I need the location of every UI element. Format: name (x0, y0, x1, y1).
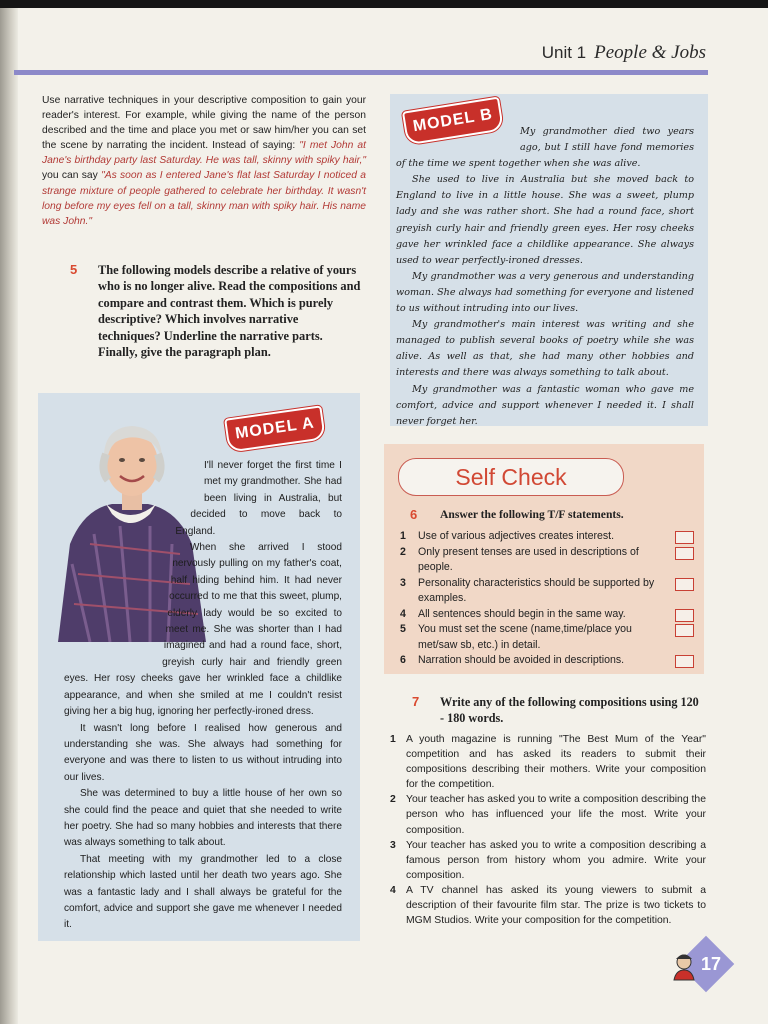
tf-statement (398, 622, 698, 653)
task-7-number: 7 (412, 694, 420, 709)
intro-quote-2: "As soon as I entered Jane's flat last Saturday I noticed a strange mixture of people gathered to celebrate her birthday. It wasn't long before my eyes fell on a tall, skinny man with spiky hair. His name was John." (42, 170, 366, 227)
composition-number: 3 (390, 839, 396, 851)
tf-statement (398, 529, 698, 545)
composition-item (388, 883, 706, 928)
tf-answer-box[interactable] (675, 655, 694, 668)
model-a-badge: MODEL A (224, 405, 326, 452)
composition-number: 2 (390, 794, 396, 806)
tf-statement-number: 5 (400, 623, 406, 635)
tf-statement-number: 2 (400, 545, 406, 558)
model-b-paragraph: She used to live in Australia but she moved back to England to live in a little house. She was a sweet, plump lady and she was rather short. She had a round face, short greyish curly hair and friendly green eyes. Her rosy cheeks gave her wrinkled face a childlike appearance. She always used to wear perfectly-ironed dresses. (396, 174, 694, 266)
model-a-paragraph: When she arrived I stood nervously pulling on my father's coat, half hiding behind him. It had never occurred to me that this sweet, plump, elderly lady would be so excited to meet me. She was shorter than I had imagined and had a round face, short, greyish curly hair and friendly green eyes. Her rosy cheeks gave her wrinkled face a childlike appearance, and when she smiled at me I couldn't resist giving her a big hug, ignoring her perfectly-ironed dress. (64, 542, 342, 718)
tf-answer-box[interactable] (675, 531, 694, 544)
model-b-paragraph: My grandmother died two years ago, but I still have fond memories of the time we spent together when she was alive. (396, 126, 694, 170)
model-b-badge: MODEL B (402, 97, 504, 146)
tf-answer-box[interactable] (675, 578, 694, 591)
unit-header (542, 42, 706, 64)
tf-statement (398, 576, 698, 607)
page-binding (0, 0, 18, 1024)
tf-statement-number: 6 (400, 654, 406, 666)
intro-quote-1: "I met John at Jane's birthday party last Saturday. He was tall, skinny with spiky hair," (42, 140, 366, 167)
unit-topic: People & Jobs (594, 42, 706, 63)
tf-statement-text: Narration should be avoided in descriptions. (418, 654, 625, 666)
intro-middle: you can say (42, 170, 102, 182)
tf-answer-box[interactable] (675, 609, 694, 622)
header-rule (14, 70, 708, 75)
composition-text: A youth magazine is running "The Best Mum of the Year" competition and has asked its readers to submit their compositions describing their mothers. Write your composition for the competition. (406, 734, 706, 791)
tf-statement-text: You must set the scene (name,time/place you met/saw sb, etc.) in detail. (418, 623, 632, 651)
composition-text: Your teacher has asked you to write a composition describing the person who has influenced your life the most. Write your composition. (406, 794, 706, 836)
task-6 (410, 507, 690, 522)
page-top-edge (0, 0, 768, 8)
self-check-title: Self Check (398, 458, 624, 496)
tf-statement-list (398, 529, 698, 669)
tf-answer-box[interactable] (675, 547, 694, 560)
composition-text: A TV channel has asked its young viewers to submit a description of their favourite film star. The prize is two tickets to MGM Studios. Write your composition for the competition. (406, 884, 706, 927)
intro-plain: Use narrative techniques in your descriptive composition to gain your reader's interest. For example, while giving the name of the person described and the time and place you met or saw him/her you can set the scene by narrating the incident. Instead of saying: (42, 95, 366, 152)
tf-statement-text: Personality characteristics should be supported by examples. (418, 576, 655, 604)
task-6-number: 6 (410, 507, 418, 522)
model-a-text (64, 458, 342, 934)
tf-statement (398, 653, 698, 669)
task-5-number: 5 (70, 262, 78, 277)
tf-statement (398, 607, 698, 623)
model-a-paragraph: She was determined to buy a little house of her own so she could find the peace and quiet that she needed to write her poetry. She had so many hobbies and interests that there was always something to talk about. (64, 788, 342, 849)
model-a-paragraph: I'll never forget the first time I met my grandmother. She had been living in Australia, but decided to move back to England. (175, 460, 342, 537)
task-7 (412, 694, 702, 726)
task-5 (70, 262, 362, 360)
tf-statement-number: 4 (400, 607, 406, 620)
tf-statement (398, 545, 698, 576)
task-6-text: Answer the following T/F statements. (440, 508, 624, 521)
composition-item (388, 838, 706, 883)
composition-item (388, 792, 706, 837)
page-number: 17 (701, 954, 722, 974)
intro-paragraph (42, 93, 366, 229)
mascot-icon (668, 950, 700, 982)
task-7-text: Write any of the following compositions using 120 - 180 words. (440, 695, 699, 726)
model-b-paragraph: My grandmother's main interest was writing and she managed to publish several books of poetry while she was alive. As well as that, she had many other hobbies and interests and there was always something to talk about. (396, 319, 694, 379)
model-b-text (396, 124, 694, 430)
model-a-paragraph: That meeting with my grandmother led to a close relationship which lasted until her death two years ago. She was a fantastic lady and I shall always be grateful for the comfort, advice and support she gave me whenever I needed it. (64, 853, 342, 931)
tf-statement-number: 1 (400, 530, 406, 542)
composition-number: 1 (390, 734, 396, 745)
model-b-paragraph: My grandmother was a very generous and understanding woman. She always had something for everyone and listened to us without intruding into our lives. (396, 270, 694, 315)
tf-statement-number: 3 (400, 576, 406, 589)
model-a-paragraph: It wasn't long before I realised how generous and understanding she was. She always had something for everyone and was there to listen to us without intruding into our lives. (64, 722, 342, 783)
composition-number: 4 (390, 884, 396, 896)
composition-item (388, 732, 706, 792)
unit-label: Unit 1 (541, 43, 587, 62)
tf-statement-text: All sentences should begin in the same way. (418, 607, 626, 620)
task-5-text: The following models describe a relative of yours who is no longer alive. Read the compositions and compare and contrast them. Which is purely descriptive? Which involves narrative techniques? Underline the narrative parts. Finally, give the paragraph plan. (98, 263, 361, 360)
model-b-paragraph: My grandmother was a fantastic woman who gave me comfort, advice and support whenever I needed it. I shall never forget her. (396, 383, 694, 427)
tf-statement-text: Only present tenses are used in descriptions of people. (418, 545, 639, 573)
tf-answer-box[interactable] (675, 624, 694, 637)
composition-list (388, 732, 706, 928)
composition-text: Your teacher has asked you to write a composition describing a famous person from history whom you admire. Write your composition. (406, 839, 706, 881)
tf-statement-text: Use of various adjectives creates interest. (418, 530, 615, 542)
